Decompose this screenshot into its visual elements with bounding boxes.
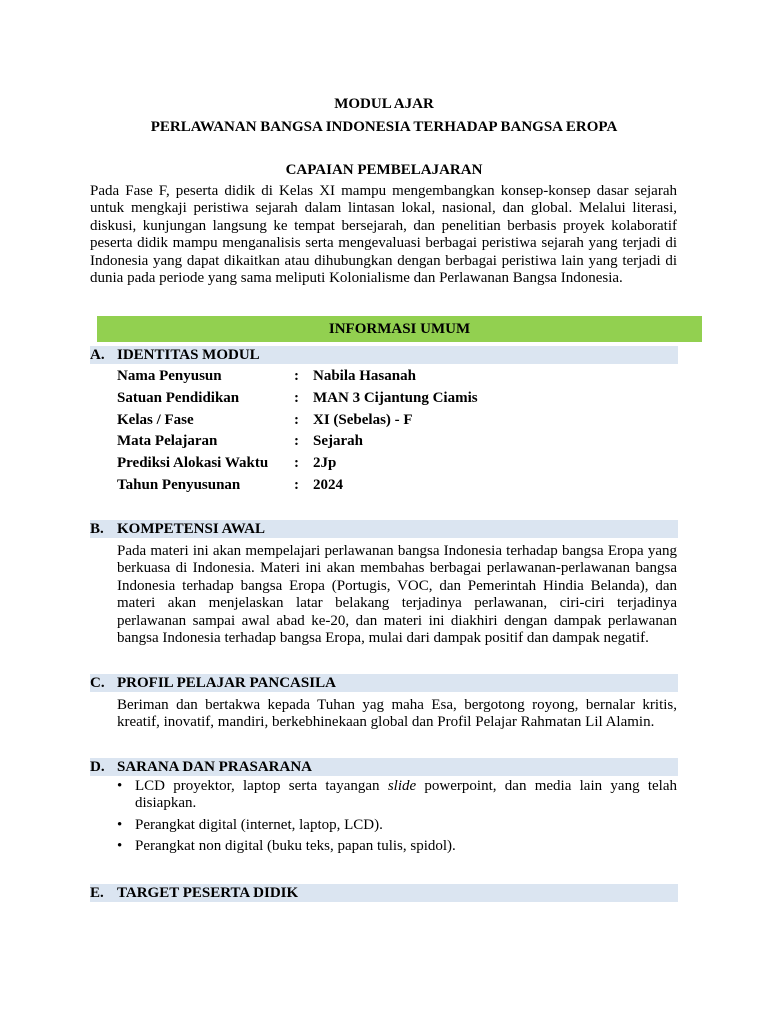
list-item-text: powerpoint, dan media lain yang telah disiapkan. <box>135 778 677 812</box>
section-letter: C. <box>90 675 105 691</box>
section-letter: A. <box>90 347 105 363</box>
identitas-value: 2Jp <box>313 455 337 471</box>
identitas-label: Mata Pelajaran <box>117 433 218 449</box>
section-a-header <box>90 346 678 364</box>
list-item-italic: slide <box>387 778 417 794</box>
identitas-row <box>117 453 677 474</box>
capaian-text: Pada Fase F, peserta didik di Kelas XI mampu mengembangkan konsep-konsep dasar sejarah untuk mengkaji peristiwa sejarah dalam lintasan lokal, nasional, dan global. Melalui literasi, diskusi, kunjungan langsung ke tempat bersejarah, dan penelitian berbasis proyek kolaboratif peserta didik mampu menganalisis serta mengevaluasi berbagai peristiwa sejarah yang terjadi di Indonesia yang dapat dikaitkan atau dihubungkan dengan berbagai peristiwa lain yang terjadi di dunia pada periode yang sama meliputi Kolonialisme dan Perlawanan Bangsa Indonesia. <box>90 183 677 287</box>
section-b-header <box>90 520 678 538</box>
capaian-heading: CAPAIAN PEMBELAJARAN <box>285 162 483 178</box>
identitas-row <box>117 410 677 431</box>
module-subtitle: PERLAWANAN BANGSA INDONESIA TERHADAP BANGSA EROPA <box>150 119 618 135</box>
section-c-header <box>90 674 678 692</box>
section-d-header <box>90 758 678 776</box>
identitas-value: XI (Sebelas) - F <box>313 412 413 428</box>
identitas-label: Tahun Penyusunan <box>117 477 241 493</box>
section-letter: B. <box>90 521 104 537</box>
list-item-text: Perangkat digital (internet, laptop, LCD). <box>135 816 383 833</box>
identitas-label: Kelas / Fase <box>117 412 194 428</box>
sarana-list <box>117 778 677 860</box>
list-item-text: LCD proyektor, laptop serta tayangan <box>135 778 388 794</box>
section-title: SARANA DAN PRASARANA <box>117 759 313 775</box>
section-title: IDENTITAS MODUL <box>117 347 260 363</box>
identitas-value: MAN 3 Cijantung Ciamis <box>313 390 478 406</box>
bullet-icon: • <box>117 778 123 794</box>
identitas-value: Nabila Hasanah <box>313 368 416 384</box>
identitas-label: Nama Penyusun <box>117 368 222 384</box>
list-item-text: Perangkat non digital (buku teks, papan tulis, spidol). <box>135 838 456 855</box>
list-item <box>117 778 677 813</box>
profil-text: Beriman dan bertakwa kepada Tuhan yag maha Esa, bergotong royong, bernalar kritis, kreatif, inovatif, mandiri, berkebhinekaan global dan Profil Pelajar Rahmatan Lil Alamin. <box>117 697 677 731</box>
section-title: KOMPETENSI AWAL <box>117 521 265 537</box>
list-item <box>117 817 677 834</box>
identitas-label: Satuan Pendidikan <box>117 390 240 406</box>
identitas-row <box>117 366 677 387</box>
bullet-icon: • <box>117 816 123 833</box>
identitas-value: 2024 <box>313 477 343 493</box>
identitas-row <box>117 388 677 409</box>
identitas-colon: : <box>294 368 299 384</box>
identitas-colon: : <box>294 433 299 449</box>
identitas-label: Prediksi Alokasi Waktu <box>117 455 269 471</box>
identitas-colon: : <box>294 412 299 428</box>
list-item <box>117 838 677 855</box>
bullet-icon: • <box>117 838 123 855</box>
kompetensi-awal-text: Pada materi ini akan mempelajari perlawanan bangsa Indonesia terhadap bangsa Eropa yang berkuasa di Indonesia. Materi ini akan membahas berbagai perlawanan-perlawanan bangsa Indonesia terhadap bangsa Eropa (Portugis, VOC, dan Pemerintah Hindia Belanda), dan materi akan menjelaskan latar belakang terjadinya perlawanan, ciri-ciri terjadinya perlawanan sampai awal abad ke-20, dan materi ini diakhiri dengan dampak perlawanan bangsa Indonesia terhadap bangsa Eropa, mulai dari dampak positif dan dampak negatif. <box>117 543 677 647</box>
section-title: TARGET PESERTA DIDIK <box>117 885 299 901</box>
section-letter: D. <box>90 759 105 775</box>
identitas-colon: : <box>294 455 299 471</box>
identitas-value: Sejarah <box>313 433 363 449</box>
informasi-umum-banner: INFORMASI UMUM <box>97 316 702 342</box>
section-letter: E. <box>90 885 104 901</box>
identitas-row <box>117 475 677 496</box>
identitas-colon: : <box>294 390 299 406</box>
identitas-colon: : <box>294 477 299 493</box>
identitas-row <box>117 431 677 452</box>
module-title: MODUL AJAR <box>334 96 434 112</box>
section-e-header <box>90 884 678 902</box>
section-title: PROFIL PELAJAR PANCASILA <box>117 675 336 691</box>
